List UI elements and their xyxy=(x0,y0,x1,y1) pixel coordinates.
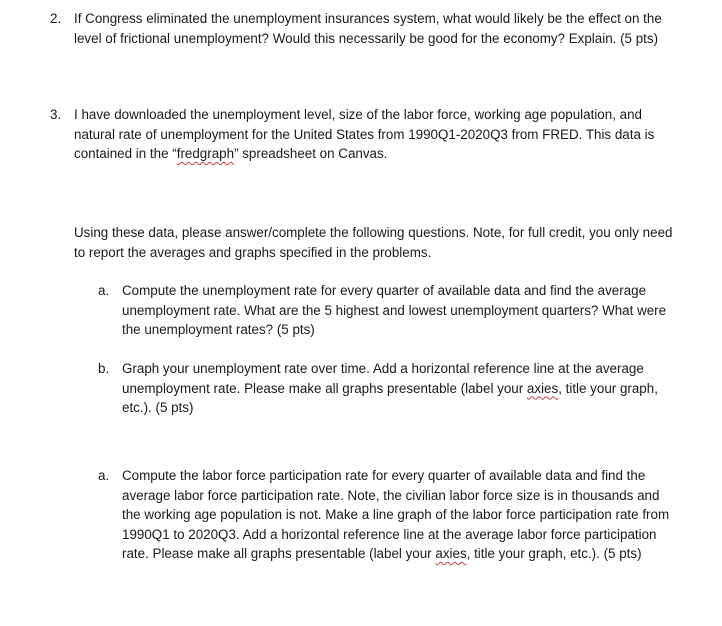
spellcheck-word: axies xyxy=(526,380,559,396)
question-2 xyxy=(50,9,680,48)
spellcheck-word: axies xyxy=(435,546,467,561)
subquestion-a-unemployment-rate xyxy=(98,281,678,340)
instructions-text: Using these data, please answer/complete the following questions. Note, for full credit, you only need to report the averages and graphs specified in the problems. xyxy=(74,225,673,260)
subquestion-text-start: Compute the labor force participation rate for every quarter of available data and find the average labor force participation rate. Note, the civilian labor force size is in thousands and the working age population is not. Make a line graph of the labor force participation rate from 1990Q1 to 2020Q3. Add a horizontal reference line at the average labor force participation rate. Please make all graphs presentable (label your xyxy=(122,468,670,561)
instructions-paragraph xyxy=(74,223,680,262)
subquestion-text-start: Graph your unemployment rate over time. Add a horizontal reference line at the average unemployment rate. Please make all graphs presentable (label your xyxy=(122,361,644,396)
subquestion-text-end: , title your graph, etc.). (5 pts) xyxy=(122,380,658,415)
question-text xyxy=(74,107,654,161)
subquestion-text xyxy=(122,361,658,415)
subquestion-letter: a. xyxy=(98,468,110,483)
subquestion-letter: a. xyxy=(98,283,110,298)
question-text-end: ” spreadsheet on Canvas. xyxy=(234,146,388,161)
question-text: If Congress eliminated the unemployment insurances system, what would likely be the effect on the level of frictional unemployment? Would this necessarily be good for the economy? Explain. (5 pts) xyxy=(74,11,662,46)
subquestion-text-end: , title your graph, etc.). (5 pts) xyxy=(466,546,642,561)
subquestion-text xyxy=(122,468,669,561)
subquestion-letter: b. xyxy=(98,361,110,376)
subquestion-a-participation-rate xyxy=(98,466,678,564)
question-text-start: I have downloaded the unemployment level, size of the labor force, working age population, and natural rate of unemployment for the United States from 1990Q1-2020Q3 from FRED. This data is contained in the “ xyxy=(74,107,655,161)
question-number: 2. xyxy=(50,11,62,26)
subquestion-b-graph xyxy=(98,359,678,418)
question-3 xyxy=(50,105,680,164)
subquestion-text: Compute the unemployment rate for every quarter of available data and find the average unemployment rate. What are the 5 highest and lowest unemployment quarters? What were the unemployment rates? (5 pts) xyxy=(122,283,667,337)
spellcheck-word: fredgraph xyxy=(176,146,235,161)
question-number: 3. xyxy=(50,107,62,122)
